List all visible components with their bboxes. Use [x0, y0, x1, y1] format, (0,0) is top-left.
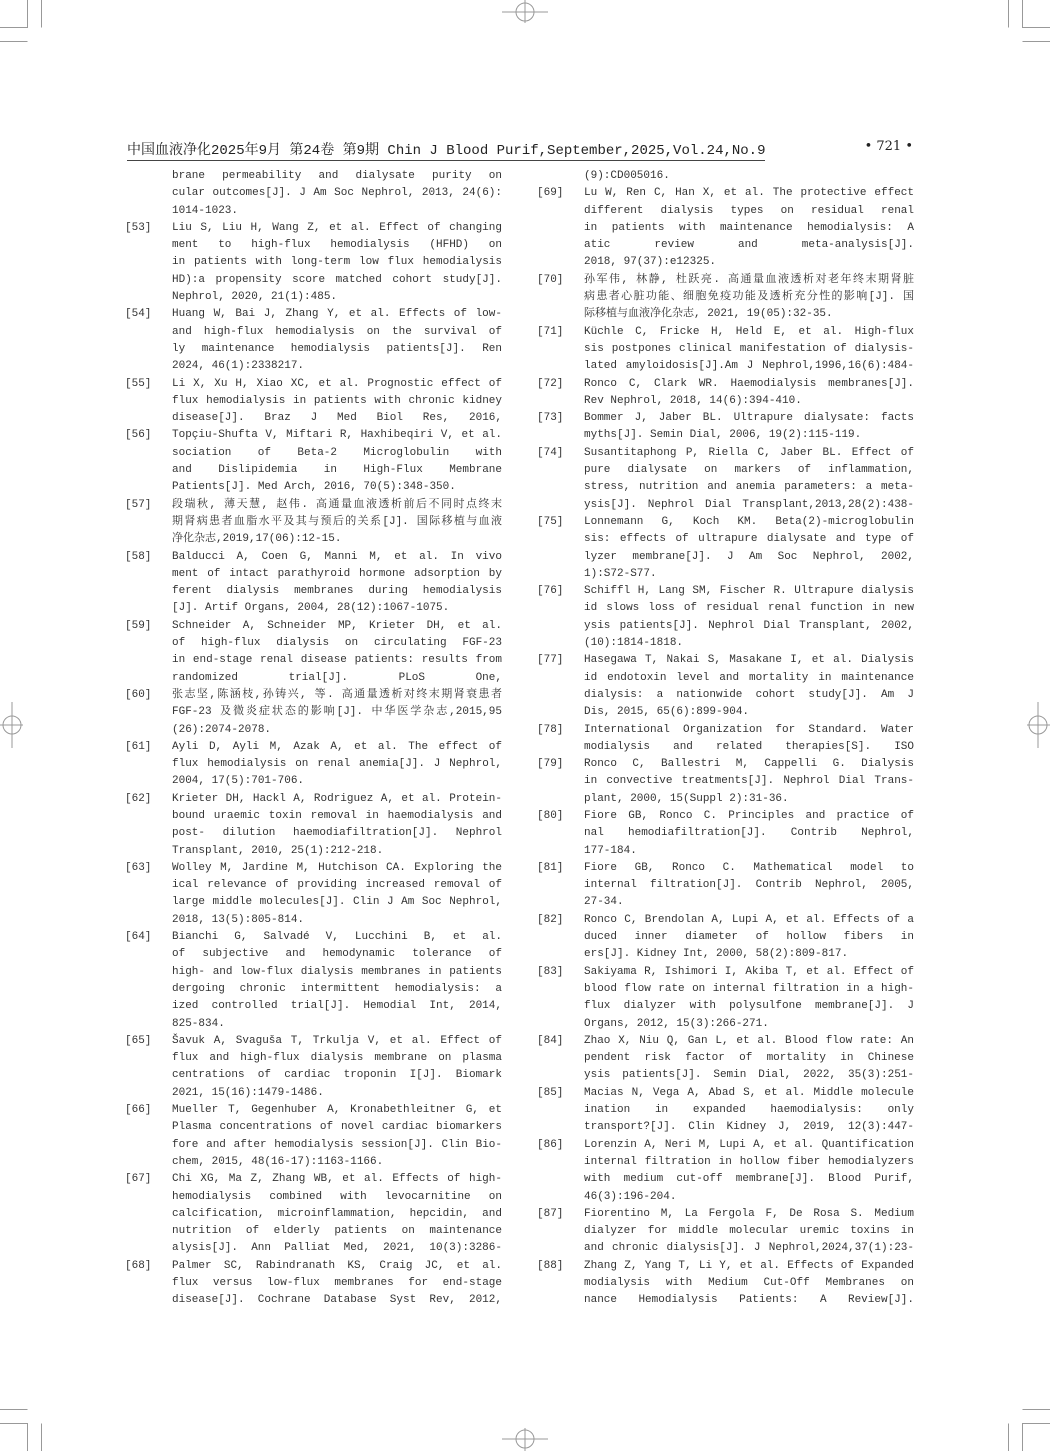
- reference-line: Susantitaphong P, Riella C, Jaber BL. Effect of: [584, 446, 914, 459]
- reference-entry: [125, 687, 510, 739]
- reference-line: ers[J]. Kidney Int, 2000, 58(2):809-817.: [584, 948, 849, 961]
- reference-line: 2004, 17(5):701-706.: [172, 775, 305, 788]
- reference-line: post- dilution haemodiafiltration[J]. Nephrol: [172, 827, 502, 840]
- reference-line: Huang W, Bai J, Zhang Y, et al. Effects of low-: [172, 308, 502, 321]
- reference-entry: [125, 860, 510, 929]
- reference-line: transport?[J]. Clin Kidney J, 2019, 12(3):447-: [584, 1121, 914, 1134]
- reference-number: [84]: [537, 1034, 564, 1047]
- reference-line: ferent dialysis membranes during hemodialysis: [172, 585, 502, 598]
- reference-number: [81]: [537, 861, 564, 874]
- reference-line: 际移植与血液净化杂志, 2021, 19(05):32-35.: [584, 308, 833, 321]
- reference-line: Lorenzin A, Neri M, Lupi A, et al. Quantification: [584, 1138, 914, 1151]
- reference-line: 病患者心脏功能、细胞免疫功能及透析充分性的影响[J]. 国: [584, 291, 914, 304]
- reference-entry: [125, 1102, 510, 1171]
- reference-entry: [537, 514, 922, 583]
- reference-line: Balducci A, Coen G, Manni M, et al. In vivo: [172, 550, 502, 563]
- reference-entry: [125, 1171, 510, 1257]
- reference-line: Macias N, Vega A, Abad S, et al. Middle molecule: [584, 1086, 914, 1099]
- reference-entry: [537, 756, 922, 808]
- reference-entry: [125, 497, 510, 549]
- reference-line: Lu W, Ren C, Han X, et al. The protective effect: [584, 187, 914, 200]
- reference-line: ment of intact parathyroid hormone adsorption by: [172, 567, 502, 580]
- reference-number: [56]: [125, 429, 152, 442]
- reference-number: [80]: [537, 809, 564, 822]
- reference-entry: [125, 376, 510, 428]
- reference-line: centrations of cardiac troponin I[J]. Biomark: [172, 1069, 502, 1082]
- reference-line: chem, 2015, 48(16-17):1163-1166.: [172, 1155, 384, 1168]
- reference-number: [55]: [125, 377, 152, 390]
- reference-line: Rev Nephrol, 2018, 14(6):394-410.: [584, 394, 802, 407]
- reference-line: 段瑞秋, 薄天慧, 赵伟. 高通量血液透析前后不同时点终末: [172, 498, 502, 511]
- reference-line: and high-flux hemodialysis on the survival of: [172, 325, 502, 338]
- reference-number: [65]: [125, 1034, 152, 1047]
- reference-line: plant, 2000, 15(Suppl 2):31-36.: [584, 792, 789, 805]
- reference-line: dialysis: a nationwide cohort study[J]. Am J: [584, 688, 914, 701]
- reference-line: pendent risk factor of mortality in Chinese: [584, 1052, 914, 1065]
- reference-line: Li X, Xu H, Xiao XC, et al. Prognostic effect of: [172, 377, 502, 390]
- reference-entry: [537, 445, 922, 514]
- reference-number: [70]: [537, 273, 564, 286]
- reference-line: with medium cut-off membrane[J]. Blood Purif,: [584, 1173, 914, 1186]
- reference-entry: [537, 722, 922, 757]
- reference-line: different dialysis types on residual renal: [584, 204, 914, 217]
- reference-line: (26):2074-2078.: [172, 723, 272, 736]
- reference-line: atic review and meta-analysis[J].: [584, 239, 914, 252]
- reference-number: [64]: [125, 931, 152, 944]
- page-number: • 721 •: [864, 139, 913, 154]
- reference-line: ment to high-flux hemodialysis (HFHD) on: [172, 239, 502, 252]
- reference-number: [86]: [537, 1138, 564, 1151]
- reference-line: in end-stage renal disease patients: results from: [172, 654, 502, 667]
- reference-number: [67]: [125, 1173, 152, 1186]
- reference-line: Transplant, 2010, 25(1):212-218.: [172, 844, 384, 857]
- reference-line: Fiorentino M, La Fergola F, De Rosa S. Medium: [584, 1207, 914, 1220]
- reference-line: Bommer J, Jaber BL. Ultrapure dialysate: facts: [584, 412, 914, 425]
- reference-line: brane permeability and dialysate purity on: [172, 170, 502, 182]
- reference-entry: [537, 583, 922, 652]
- reference-line: Organs, 2012, 15(3):266-271.: [584, 1017, 769, 1030]
- registration-crosshair-bottom: [502, 1428, 548, 1451]
- reference-line: Sakiyama R, Ishimori I, Akiba T, et al. Effect of: [584, 965, 914, 978]
- reference-line: pure dialysate on markers of inflammation,: [584, 464, 914, 477]
- journal-title: 中国血液净化2025年9月 第24卷 第9期 Chin J Blood Purif,September,2025,Vol.24,No.9: [127, 139, 765, 161]
- reference-entry: [537, 1033, 922, 1085]
- reference-line: Topçiu-Shufta V, Miftari R, Haxhibeqiri V, et al.: [172, 429, 502, 442]
- reference-line: [J]. Artif Organs, 2004, 28(12):1067-1075.: [172, 602, 450, 615]
- reference-number: [83]: [537, 965, 564, 978]
- reference-entry: [537, 1137, 922, 1206]
- reference-line: disease[J]. Cochrane Database Syst Rev, 2012,: [172, 1294, 502, 1307]
- reference-number: [87]: [537, 1207, 564, 1220]
- reference-line: of subjective and hemodynamic tolerance of: [172, 948, 502, 961]
- reference-line: 期肾病患者血脂水平及其与预后的关系[J]. 国际移植与血液: [172, 515, 502, 528]
- reference-number: [68]: [125, 1259, 152, 1272]
- reference-line: nance Hemodialysis Patients: A Review[J].: [584, 1294, 914, 1307]
- registration-crosshair-right: [1027, 702, 1050, 748]
- reference-line: dergoing chronic intermittent hemodialysis: a: [172, 982, 502, 995]
- reference-number: [78]: [537, 723, 564, 736]
- reference-line: bound uraemic toxin removal in haemodialysis and: [172, 809, 502, 822]
- crop-mark-bottom-left: [0, 1410, 42, 1451]
- reference-entry: [125, 220, 510, 306]
- reference-line: Ronco C, Ballestri M, Cappelli G. Dialysis: [584, 758, 914, 771]
- reference-number: [63]: [125, 861, 152, 874]
- reference-line: Lonnemann G, Koch KM. Beta(2)-microglobulin: [584, 515, 914, 528]
- reference-line: 2018, 97(37):e12325.: [584, 256, 717, 269]
- reference-line: ical relevance of providing increased removal of: [172, 879, 502, 892]
- reference-line: internal filtration[J]. Contrib Nephrol, 2005,: [584, 879, 914, 892]
- reference-line: 825-834.: [172, 1017, 225, 1030]
- reference-number: [57]: [125, 498, 152, 511]
- reference-line: 1014-1023.: [172, 204, 239, 217]
- reference-entry: [537, 1206, 922, 1258]
- reference-line: dialyzer for middle molecular uremic toxins in: [584, 1225, 914, 1238]
- reference-line: (10):1814-1818.: [584, 637, 684, 650]
- reference-entry: [125, 306, 510, 375]
- reference-line: Zhao X, Niu Q, Gan L, et al. Blood flow rate: An: [584, 1034, 914, 1047]
- reference-number: [66]: [125, 1104, 152, 1117]
- reference-line: and Dislipidemia in High-Flux Membrane: [172, 464, 502, 477]
- reference-entry: [125, 929, 510, 1033]
- reference-line: duced inner diameter of hollow fibers in: [584, 931, 914, 944]
- reference-line: flux dialyzer with polysulfone membrane[J]. J: [584, 1000, 914, 1013]
- reference-number: [62]: [125, 792, 152, 805]
- reference-line: lyzer membrane[J]. J Am Soc Nephrol, 2002,: [584, 550, 914, 563]
- reference-entry: [125, 618, 510, 687]
- reference-entry: [125, 1033, 510, 1102]
- reference-line: Ronco C, Brendolan A, Lupi A, et al. Effects of a: [584, 913, 914, 926]
- reference-entry: [537, 1085, 922, 1137]
- reference-line: calcification, microinflammation, hepcidin, and: [172, 1207, 502, 1220]
- reference-line: Dis, 2015, 65(6):899-904.: [584, 706, 750, 719]
- reference-line: disease[J]. Braz J Med Biol Res, 2016,: [172, 412, 502, 425]
- reference-number: [58]: [125, 550, 152, 563]
- references-right-column: [537, 168, 922, 1310]
- reference-line: Ronco C, Clark WR. Haemodialysis membranes[J].: [584, 377, 914, 390]
- reference-line: of high-flux dialysis on circulating FGF-23: [172, 637, 502, 650]
- reference-line: Fiore GB, Ronco C. Principles and practice of: [584, 809, 914, 822]
- reference-entry: [537, 185, 922, 271]
- reference-number: [59]: [125, 619, 152, 632]
- reference-line: ly maintenance hemodialysis patients[J]. Ren: [172, 342, 502, 355]
- reference-number: [76]: [537, 585, 564, 598]
- reference-line: id slows loss of residual renal function in new: [584, 602, 914, 615]
- reference-line: nutrition of elderly patients on maintenance: [172, 1225, 502, 1238]
- reference-line: hemodialysis combined with levocarnitine on: [172, 1190, 502, 1203]
- reference-line: ysis patients[J]. Nephrol Dial Transplant, 2002,: [584, 619, 914, 632]
- reference-entry: [537, 860, 922, 912]
- registration-crosshair-left: [0, 702, 23, 748]
- reference-line: ysis[J]. Nephrol Dial Transplant,2013,28(2):438-: [584, 498, 914, 511]
- reference-entry: [537, 1258, 922, 1310]
- reference-number: [88]: [537, 1259, 564, 1272]
- reference-line: Šavuk A, Svaguša T, Trkulja V, et al. Effect of: [172, 1034, 502, 1047]
- reference-line: 27-34.: [584, 896, 624, 909]
- reference-line: cular outcomes[J]. J Am Soc Nephrol, 2013, 24(6):: [172, 187, 502, 200]
- reference-line: 177-184.: [584, 844, 637, 857]
- reference-line: 2024, 46(1):2338217.: [172, 360, 305, 373]
- registration-crosshair-top: [502, 0, 548, 23]
- reference-number: [61]: [125, 740, 152, 753]
- reference-line: flux and high-flux dialysis membrane on plasma: [172, 1052, 502, 1065]
- reference-line: in patients with maintenance hemodialysis: A: [584, 221, 914, 234]
- reference-line: sis: effects of ultrapure dialysate and type of: [584, 533, 914, 546]
- running-header: [127, 139, 913, 159]
- reference-line: internal filtration in hollow fiber hemodialyzers: [584, 1155, 914, 1168]
- reference-number: [73]: [537, 412, 564, 425]
- crop-mark-top-right: [1009, 0, 1050, 42]
- reference-number: [72]: [537, 377, 564, 390]
- reference-line: Patients[J]. Med Arch, 2016, 70(5):348-350.: [172, 481, 456, 494]
- reference-line: 净化杂志,2019,17(06):12-15.: [172, 533, 342, 546]
- reference-line: Mueller T, Gegenhuber A, Kronabethleitner G, et: [172, 1104, 502, 1117]
- reference-continuation: [125, 168, 510, 220]
- reference-line: nal hemodiafiltration[J]. Contrib Nephrol,: [584, 827, 914, 840]
- reference-line: 2018, 13(5):805-814.: [172, 913, 305, 926]
- reference-line: sis postpones clinical manifestation of dialysis-: [584, 342, 914, 355]
- reference-line: Chi XG, Ma Z, Zhang WB, et al. Effects of high-: [172, 1173, 502, 1186]
- reference-line: blood flow rate on internal filtration in a high-: [584, 982, 914, 995]
- reference-line: id endotoxin level and mortality in maintenance: [584, 671, 914, 684]
- reference-line: Schiffl H, Lang SM, Fischer R. Ultrapure dialysis: [584, 585, 914, 598]
- reference-number: [77]: [537, 654, 564, 667]
- reference-entry: [125, 791, 510, 860]
- reference-line: in convective treatments[J]. Nephrol Dial Trans-: [584, 775, 914, 788]
- reference-line: stress, nutrition and anemia parameters: a meta-: [584, 481, 914, 494]
- reference-entry: [125, 549, 510, 618]
- reference-line: flux hemodialysis in patients with chronic kidney: [172, 394, 502, 407]
- reference-line: Bianchi G, Salvadé V, Lucchini B, et al.: [172, 931, 502, 944]
- reference-entry: [537, 808, 922, 860]
- reference-entry: [125, 427, 510, 496]
- reference-line: (9):CD005016.: [584, 170, 670, 182]
- crop-mark-bottom-right: [1009, 1410, 1050, 1451]
- reference-line: fore and after hemodialysis session[J]. Clin Bio-: [172, 1138, 502, 1151]
- reference-line: ized controlled trial[J]. Hemodial Int, 2014,: [172, 1000, 502, 1013]
- reference-line: 孙军伟, 林静, 杜跃亮. 高通量血液透析对老年终末期肾脏: [584, 273, 914, 286]
- reference-line: Plasma concentrations of novel cardiac biomarkers: [172, 1121, 502, 1134]
- reference-entry: [125, 1258, 510, 1310]
- reference-number: [60]: [125, 688, 152, 701]
- reference-number: [74]: [537, 446, 564, 459]
- reference-line: Zhang Z, Yang T, Li Y, et al. Effects of Expanded: [584, 1259, 914, 1272]
- reference-line: flux hemodialysis on renal anemia[J]. J Nephrol,: [172, 758, 502, 771]
- reference-line: 46(3):196-204.: [584, 1190, 677, 1203]
- reference-line: lated amyloidosis[J].Am J Nephrol,1996,16(6):484-: [584, 360, 914, 373]
- reference-number: [69]: [537, 187, 564, 200]
- reference-line: Fiore GB, Ronco C. Mathematical model to: [584, 861, 914, 874]
- reference-line: modialysis with Medium Cut-Off Membranes on: [584, 1277, 914, 1289]
- reference-line: in patients with long-term low flux hemodialysis: [172, 256, 502, 269]
- reference-continuation: [537, 168, 922, 185]
- reference-line: Liu S, Liu H, Wang Z, et al. Effect of changing: [172, 221, 502, 234]
- reference-entry: [537, 964, 922, 1033]
- reference-entry: [537, 272, 922, 324]
- reference-line: randomized trial[J]. PLoS One,: [172, 671, 502, 684]
- reference-number: [79]: [537, 758, 564, 771]
- reference-entry: [537, 410, 922, 445]
- reference-line: 1):S72-S77.: [584, 567, 657, 580]
- reference-line: large middle molecules[J]. Clin J Am Soc Nephrol,: [172, 896, 502, 909]
- reference-line: Küchle C, Fricke H, Held E, et al. High-flux: [584, 325, 914, 338]
- reference-line: ysis patients[J]. Semin Dial, 2022, 35(3):251-: [584, 1069, 914, 1082]
- reference-line: myths[J]. Semin Dial, 2006, 19(2):115-119.: [584, 429, 862, 442]
- reference-line: HD):a propensity score matched cohort study[J].: [172, 273, 502, 286]
- reference-line: 张志坚,陈涵枝,孙铸兴, 等. 高通量透析对终末期肾衰患者: [172, 688, 502, 701]
- reference-entry: [537, 324, 922, 376]
- reference-line: Ayli D, Ayli M, Azak A, et al. The effect of: [172, 740, 502, 753]
- reference-entry: [125, 739, 510, 791]
- reference-entry: [537, 376, 922, 411]
- reference-line: sociation of Beta-2 Microglobulin with: [172, 446, 502, 459]
- reference-entry: [537, 652, 922, 721]
- reference-line: ination in expanded haemodialysis: only: [584, 1104, 914, 1117]
- reference-line: and chronic dialysis[J]. J Nephrol,2024,37(1):23-: [584, 1242, 914, 1255]
- reference-line: Hasegawa T, Nakai S, Masakane I, et al. Dialysis: [584, 654, 914, 667]
- reference-number: [75]: [537, 515, 564, 528]
- reference-line: 2021, 15(16):1479-1486.: [172, 1086, 324, 1099]
- crop-mark-top-left: [0, 0, 42, 42]
- reference-line: high- and low-flux dialysis membranes in patients: [172, 965, 502, 978]
- references-left-column: [125, 168, 510, 1310]
- reference-line: Palmer SC, Rabindranath KS, Craig JC, et al.: [172, 1259, 502, 1272]
- reference-number: [71]: [537, 325, 564, 338]
- reference-number: [54]: [125, 308, 152, 321]
- reference-line: Schneider A, Schneider MP, Krieter DH, et al.: [172, 619, 502, 632]
- reference-line: flux versus low-flux membranes for end-stage: [172, 1277, 502, 1289]
- reference-number: [82]: [537, 913, 564, 926]
- reference-line: Krieter DH, Hackl A, Rodriguez A, et al. Protein-: [172, 792, 502, 805]
- reference-number: [85]: [537, 1086, 564, 1099]
- reference-line: modialysis and related therapies[S]. ISO: [584, 740, 914, 753]
- reference-line: Nephrol, 2020, 21(1):485.: [172, 291, 338, 304]
- reference-number: [53]: [125, 221, 152, 234]
- reference-line: alysis[J]. Ann Palliat Med, 2021, 10(3):3286-: [172, 1242, 502, 1255]
- reference-line: FGF-23 及微炎症状态的影响[J]. 中华医学杂志,2015,95: [172, 706, 502, 719]
- reference-line: Wolley M, Jardine M, Hutchison CA. Exploring the: [172, 861, 502, 874]
- reference-entry: [537, 912, 922, 964]
- reference-line: International Organization for Standard. Water: [584, 723, 914, 736]
